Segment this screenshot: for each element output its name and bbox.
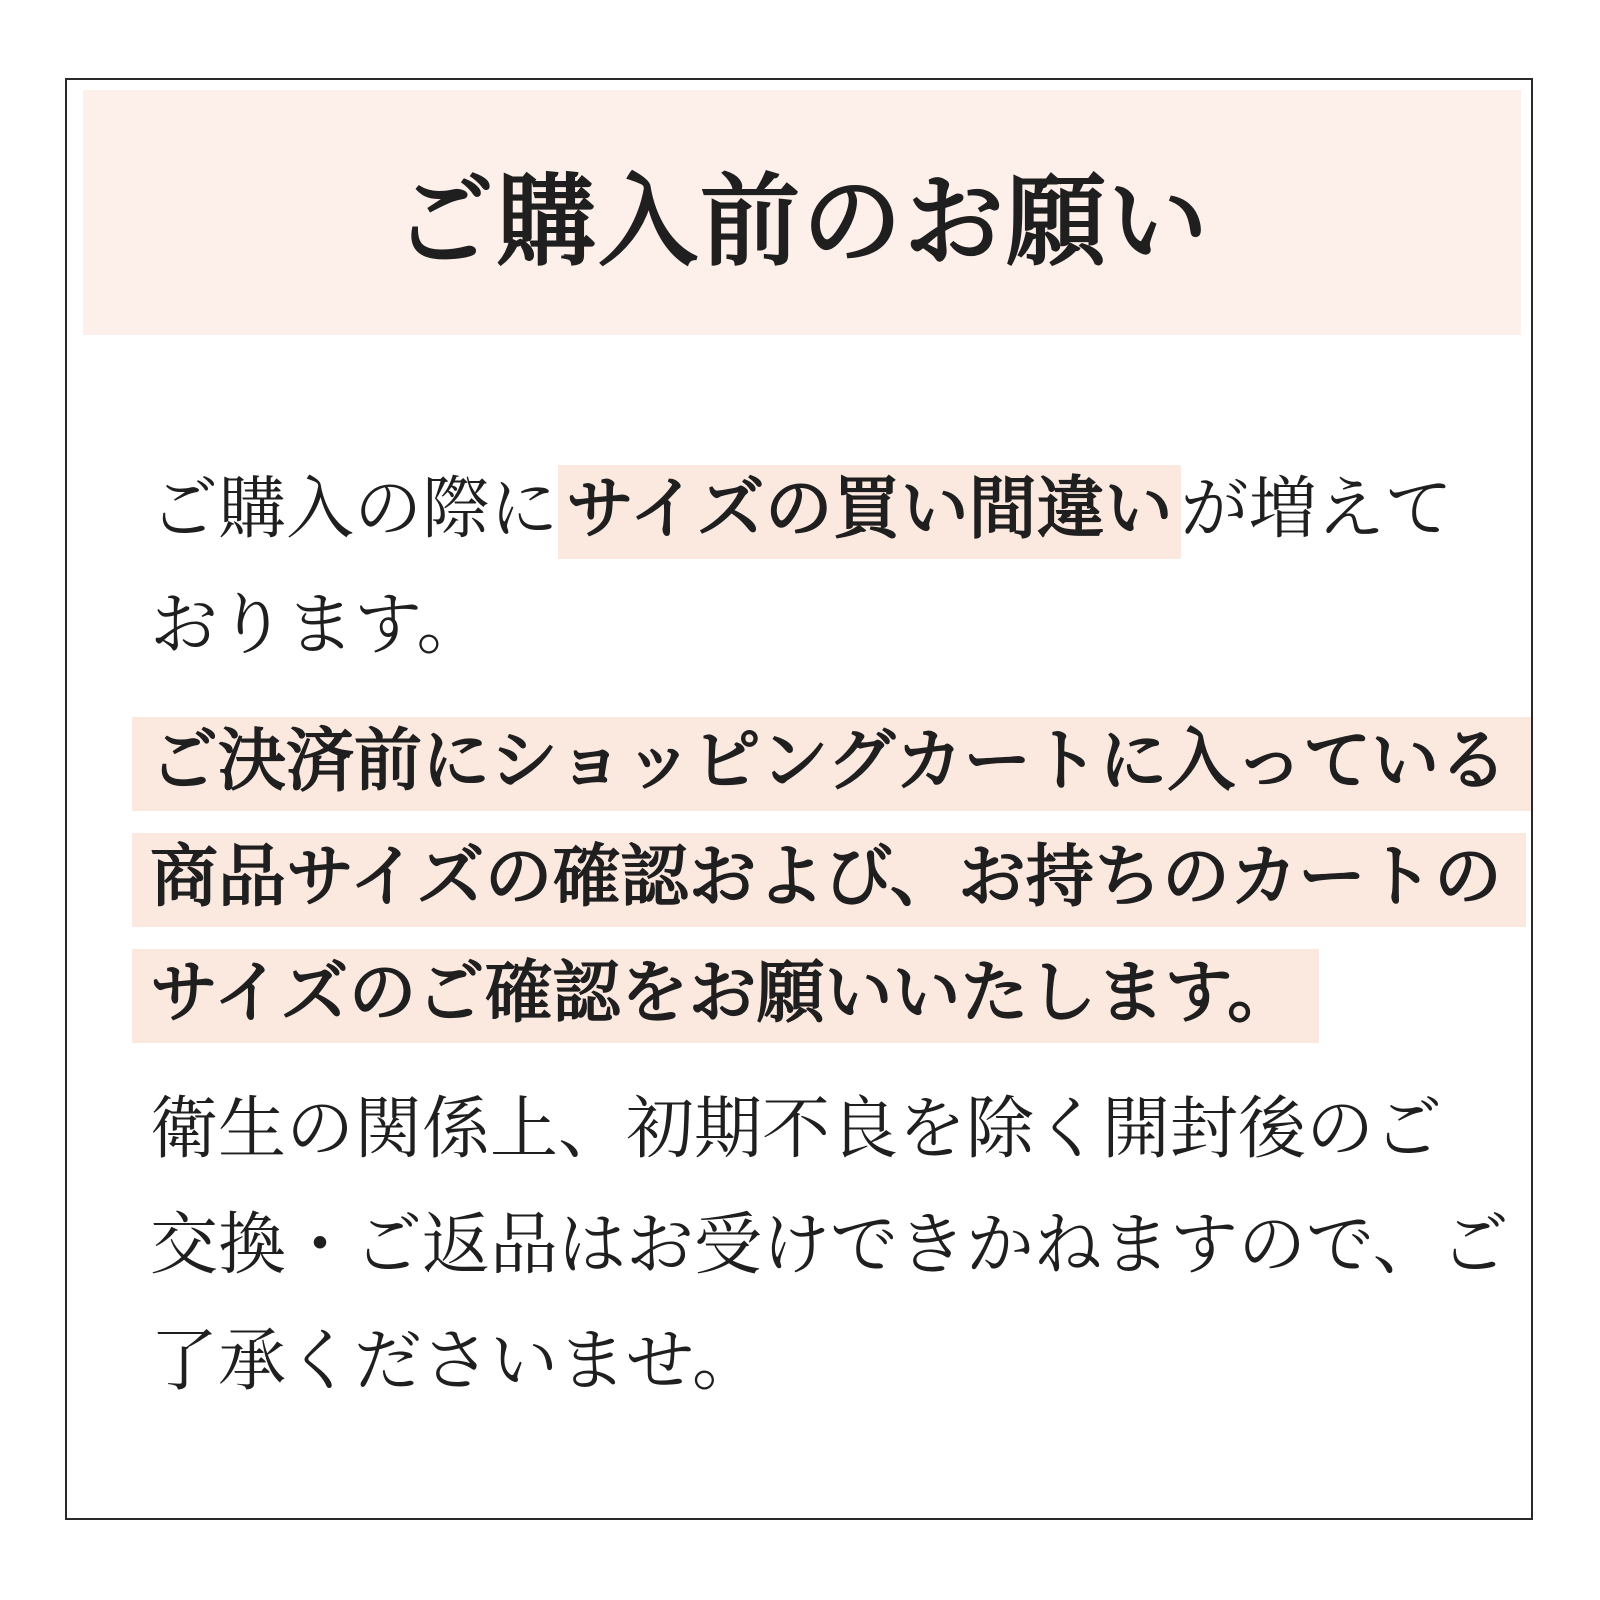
text-segment: が増えて [1180,471,1453,547]
text-segment: ご購入の際に [150,471,559,547]
text-segment: 交換・ご返品はお受けできかねますので、ご [150,1207,1509,1283]
body-line-3 [150,703,1508,819]
body-line-4 [150,819,1502,935]
body-line-5 [150,935,1491,1051]
body-line-2 [150,567,1491,683]
notice-title: ご購入前のお願い [394,165,1210,278]
body-line-7 [150,1187,1509,1303]
text-segment: 了承くださいませ。 [150,1323,760,1399]
highlighted-text-segment: ご決済前にショッピングカートに入っている [132,717,1531,811]
highlighted-text-segment: 商品サイズの確認および、お持ちのカートの [132,833,1526,927]
notice-header-banner [83,90,1521,335]
highlighted-text-segment: サイズのご確認をお願いいたします。 [132,949,1319,1043]
notice-frame [65,78,1533,1520]
body-line-8 [150,1303,1491,1419]
text-segment: おります。 [150,587,485,663]
notice-body [150,451,1509,1419]
body-line-6 [150,1071,1491,1187]
highlighted-text-segment: サイズの買い間違い [558,465,1181,559]
text-segment: 衛生の関係上、初期不良を除く開封後のご [150,1091,1443,1167]
body-line-1 [150,451,1491,567]
